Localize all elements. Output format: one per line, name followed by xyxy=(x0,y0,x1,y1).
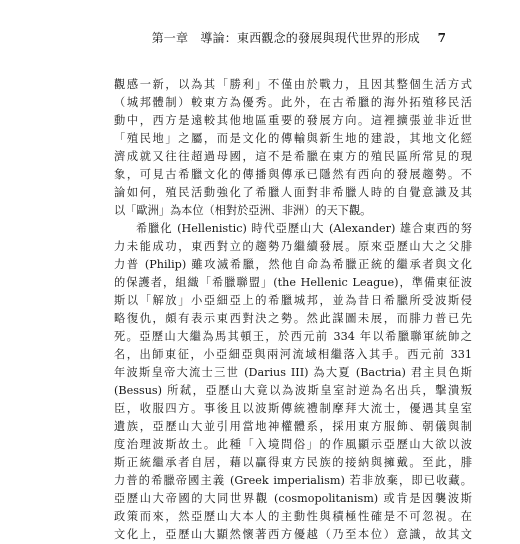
paragraph xyxy=(114,76,472,220)
page-number: 7 xyxy=(437,31,446,45)
text-line: （城邦體制）較東方為優秀。此外，在古希臘的海外拓殖移民活 xyxy=(114,96,472,109)
text-line: 度治理波斯故土。此種「入境問俗」的作風顯示亞歷山大欲以波 xyxy=(114,438,472,451)
text-line: 斯以「解放」小亞細亞上的希臘城邦，並為昔日希臘所受波斯侵 xyxy=(114,294,472,307)
text-line: 文化上，亞歷山大顯然懷著西方優越（乃至本位）意識，故其文 xyxy=(114,528,472,541)
text-line: 斯正統繼承者自居，藉以贏得東方民族的接納與擁戴。至此，腓 xyxy=(114,456,472,469)
text-line: 力普 (Philip) 雖攻滅希臘，然他自命為希臘正統的繼承者與文化 xyxy=(114,258,472,271)
page-header xyxy=(0,29,520,49)
text-line: 名，出師東征，小亞細亞與兩河流域相繼落入其手。西元前 331 xyxy=(114,348,472,361)
text-line: 死。亞歷山大繼為馬其頓王，於西元前 334 年以希臘聯軍統帥之 xyxy=(114,330,472,343)
running-head: 第一章 導論：東西觀念的發展與現代世界的形成 xyxy=(151,31,420,45)
text-line: (Bessus) 所弒，亞歷山大竟以為波斯皇室討逆為名出兵，擊潰叛 xyxy=(114,384,472,397)
text-line: 論如何，殖民活動強化了希臘人面對非希臘人時的自覺意識及其 xyxy=(114,186,472,199)
text-line: 亞歷山大帝國的大同世界觀 (cosmopolitanism) 或肯是因襲波斯 xyxy=(114,492,472,505)
text-line: 觀感一新，以為其「勝利」不僅由於戰力，且因其整個生活方式 xyxy=(114,78,472,91)
text-line: 濟成就又往往超過母國，這不是希臘在東方的殖民區所常見的現 xyxy=(114,150,472,163)
text-line: 象，可見古希臘文化的傳播與傳承已隱然有西向的發展趨勢。不 xyxy=(114,168,472,181)
text-line: 希臘化 (Hellenistic) 時代亞歷山大 (Alexander) 雄合東西的努 xyxy=(136,222,472,235)
text-line: 臣，收服四方。事後且以波斯傳統禮制摩拜大流士，優遇其皇室 xyxy=(114,402,472,415)
text-line: 的保護者，組織「希臘聯盟」(the Hellenic League)，準備東征波 xyxy=(114,276,472,289)
text-line: 「殖民地」之屬，而是文化的傳輸與新生地的建設，其地文化經 xyxy=(114,132,472,145)
body-text xyxy=(114,76,472,544)
text-line: 政策而來，然亞歷山大本人的主動性與積極性確是不可忽視。在 xyxy=(114,510,472,523)
text-line: 遺族，亞歷山大並引用當地神權體系，採用東方服飾、朝儀與制 xyxy=(114,420,472,433)
text-line: 力未能成功，東西對立的趨勢乃繼續發展。原來亞歷山大之父腓 xyxy=(114,240,472,253)
text-line: 力普的希臘帝國主義 (Greek imperialism) 若非放棄，即已收藏。 xyxy=(114,474,472,487)
text-line: 略復仇，頗有表示東西對決之勢。然此謀圖未展，而腓力普已先 xyxy=(114,312,472,325)
text-line: 動中，西方是遠較其他地區重要的發展方向。這裡擴張並非近世 xyxy=(114,114,472,127)
text-line: 以「歐洲」為本位（相對於亞洲、非洲）的天下觀。 xyxy=(114,204,372,217)
text-line: 年波斯皇帝大流士三世 (Darius III) 為大夏 (Bactria) 君主貝色斯 xyxy=(114,366,472,379)
paragraph xyxy=(114,220,472,544)
